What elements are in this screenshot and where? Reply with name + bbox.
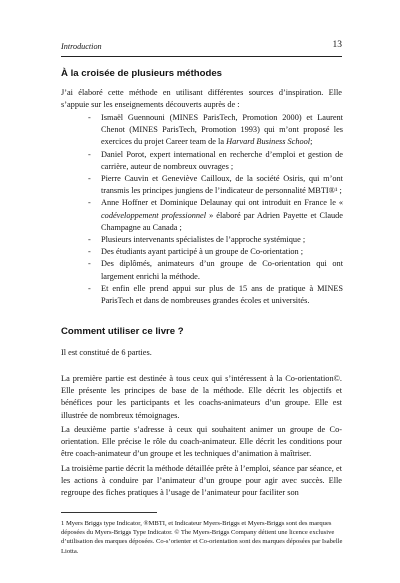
dash-marker: -	[88, 149, 91, 159]
list-item	[88, 197, 343, 234]
footnote-rule	[61, 512, 157, 513]
section-heading-usage: Comment utiliser ce livre ?	[61, 326, 184, 337]
footnote: 1 Myers Briggs type Indicator, ®MBTI, et Indicateur Myers-Briggs et Myers-Briggs sont des marques déposées du Myers-Briggs Type Indicator. © The Myers-Briggs Company détient une licence exclusive d’utilisation des marques déposées. Co-s’orienter et Co-orientation sont des marques déposées par Isabelle Liotta.	[61, 520, 343, 555]
sources-list	[88, 112, 343, 307]
dash-marker: -	[88, 235, 91, 245]
list-item	[88, 234, 343, 246]
list-item	[88, 258, 343, 282]
list-item	[88, 149, 343, 173]
list-item-text: Pierre Cauvin et Geneviève Cailloux, de la société Osiris, qui m’ont transmis les principes jungiens de l’indicateur de personnalité MBTI®	[101, 174, 343, 196]
list-item-after: ;	[310, 137, 313, 147]
list-item-text: Daniel Porot, expert international en recherche d’emploi et gestion de carrière, auteur de nombreux ouvrages ;	[101, 149, 343, 171]
list-item-text: Ismaël Guennouni (MINES ParisTech, Promotion 2000) et Laurent Chenot (MINES ParisTech, Promotion 1993) qui m’ont proposé les exercices du projet Career team de la	[101, 113, 343, 147]
paragraph-part-two: La deuxième partie s’adresse à ceux qui souhaitent animer un groupe de Co-orientation. Elle précise le rôle du coach-animateur. Elle décrit les conditions pour être coach-animateur d’un groupe et les techniques d’animation à maîtriser.	[61, 425, 342, 459]
dash-marker: -	[88, 198, 91, 208]
dash-marker: -	[88, 113, 91, 122]
paragraph-part-three: La troisième partie décrit la méthode détaillée prête à l’emploi, séance par séance, et les actions à conduire par l’animateur d’un groupe pour agir avec succès. Elle regroupe des fiches pratiques à l’usage de l’animateur pour faciliter son	[61, 464, 342, 498]
list-item	[88, 246, 343, 258]
page-number: 13	[332, 40, 342, 50]
header-rule	[61, 56, 342, 57]
paragraph-parts-count: Il est constitué de 6 parties.	[61, 348, 152, 357]
list-item-text: Et enfin elle prend appui sur plus de 15 ans de pratique à MINES ParisTech et dans de nombreuses grandes écoles et universités.	[101, 283, 343, 306]
list-item	[88, 112, 343, 149]
list-item	[88, 173, 343, 197]
list-item-text: Des étudiants ayant participé à un groupe de Co-orientation ;	[101, 247, 304, 257]
dash-marker: -	[88, 283, 91, 293]
list-item-text: Plusieurs intervenants spécialistes de l’approche systémique ;	[101, 235, 306, 245]
list-item-italic: Harvard Business School	[226, 137, 311, 147]
dash-marker: -	[88, 174, 91, 184]
running-head-title: Introduction	[61, 42, 102, 51]
list-item-after: » élaboré par Adrien Payette et Claude Champagne au Canada ;	[101, 210, 343, 232]
list-item-italic: codéveloppement professionnel	[101, 210, 207, 220]
section-heading-methods: À la croisée de plusieurs méthodes	[61, 68, 223, 79]
dash-marker: -	[88, 259, 91, 269]
intro-paragraph: J’ai élaboré cette méthode en utilisant différentes sources d’inspiration. Elle s’appuie sur les enseignements découverts auprès de :	[61, 88, 342, 110]
list-item	[88, 283, 343, 307]
dash-marker: -	[88, 247, 91, 257]
list-item-text: Anne Hoffner et Dominique Delaunay qui ont introduit en France le «	[101, 198, 343, 208]
list-item-after: ¹ ;	[334, 186, 342, 196]
running-head	[61, 40, 342, 54]
list-item-text: Des diplômés, animateurs d’un groupe de Co-orientation qui ont largement enrichi la méthode.	[101, 259, 343, 281]
paragraph-part-one: La première partie est destinée à tous ceux qui s’intéressent à la Co-orientation©. Elle présente les principes de base de la méthode. Elle décrit les objectifs et bénéfices pour les participants et les coachs-animateurs d’un groupe. Elle est illustrée de nombreux témoignages.	[61, 374, 342, 420]
